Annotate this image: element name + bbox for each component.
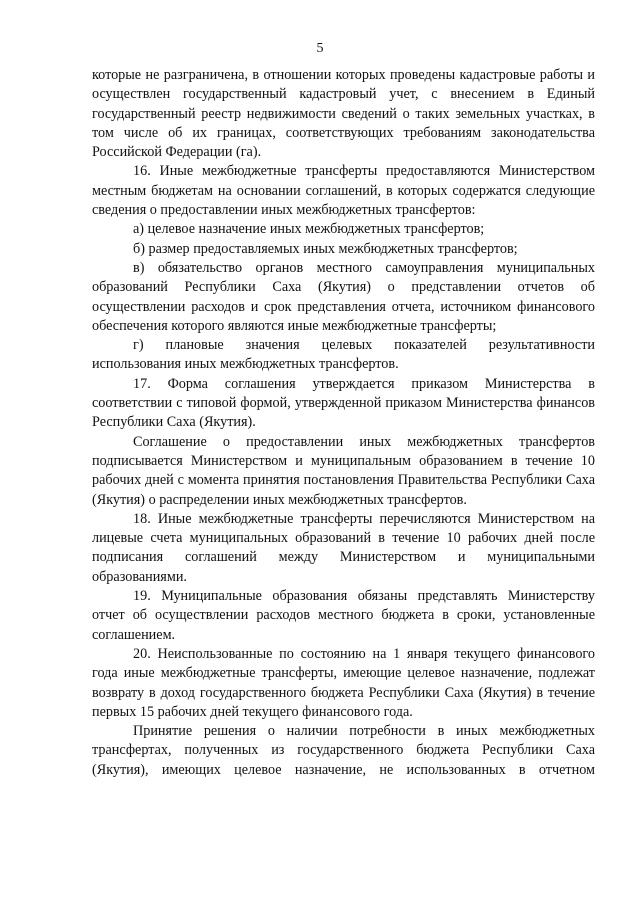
page-number: 5: [316, 41, 324, 56]
paragraph-subitem-b: б) размер предоставляемых иных межбюджетных трансфертов;: [133, 240, 518, 257]
paragraph-continuation: которые не разграничена, в отношении которых проведены кадастровые работы и осуществлен государственный кадастровый учет, с внесением в Единый государственный реестр недвижимости сведений о таких земельных участках, в том числе об их границах, соответствующих требованиям законодательства Российской Федерации (га).: [92, 67, 595, 161]
paragraph-item-19: 19. Муниципальные образования обязаны представлять Министерству отчет об осуществлении расходов местного бюджета в сроки, установленные соглашением.: [92, 588, 595, 643]
paragraph-item-17: 17. Форма соглашения утверждается приказом Министерства в соответствии с типовой формой, утвержденной приказом Министерства финансов Республики Саха (Якутия).: [92, 375, 595, 431]
paragraph-decision: Принятие решения о наличии потребности в иных межбюджетных трансфертах, полученных из государственного бюджета Республики Саха (Якутия), имеющих целевое назначение, не использованных в отчетном: [92, 723, 595, 778]
paragraph-subitem-v: в) обязательство органов местного самоуправления муниципальных образований Республики Саха (Якутия) о представлении отчетов об осуществлении расходов и срок представления отчета, источником финансового обеспечения которого являются иные межбюджетные трансферты;: [92, 259, 595, 334]
paragraph-item-18: 18. Иные межбюджетные трансферты перечисляются Министерством на лицевые счета муниципальных образований в течение 10 рабочих дней после подписания соглашений между Министерством и муниципальными образованиями.: [92, 510, 595, 585]
paragraph-item-16: 16. Иные межбюджетные трансферты предоставляются Министерством местным бюджетам на основании соглашений, в которых содержатся следующие сведения о предоставлении иных межбюджетных трансфертов:: [92, 163, 595, 219]
document-body: [92, 66, 595, 780]
paragraph-subitem-a: а) целевое назначение иных межбюджетных трансфертов;: [133, 221, 485, 238]
paragraph-agreement: Соглашение о предоставлении иных межбюджетных трансфертов подписывается Министерством и муниципальным образованием в течение 10 рабочих дней с момента принятия постановления Правительства Республики Саха (Якутия) о распределении иных межбюджетных трансфертов.: [92, 433, 595, 508]
paragraph-subitem-g: г) плановые значения целевых показателей результативности использования иных межбюджетных трансфертов.: [92, 337, 595, 373]
paragraph-item-20: 20. Неиспользованные по состоянию на 1 января текущего финансового года иные межбюджетные трансферты, имеющие целевое назначение, подлежат возврату в доход государственного бюджета Республики Саха (Якутия) в течение первых 15 рабочих дней текущего финансового года.: [92, 645, 595, 720]
